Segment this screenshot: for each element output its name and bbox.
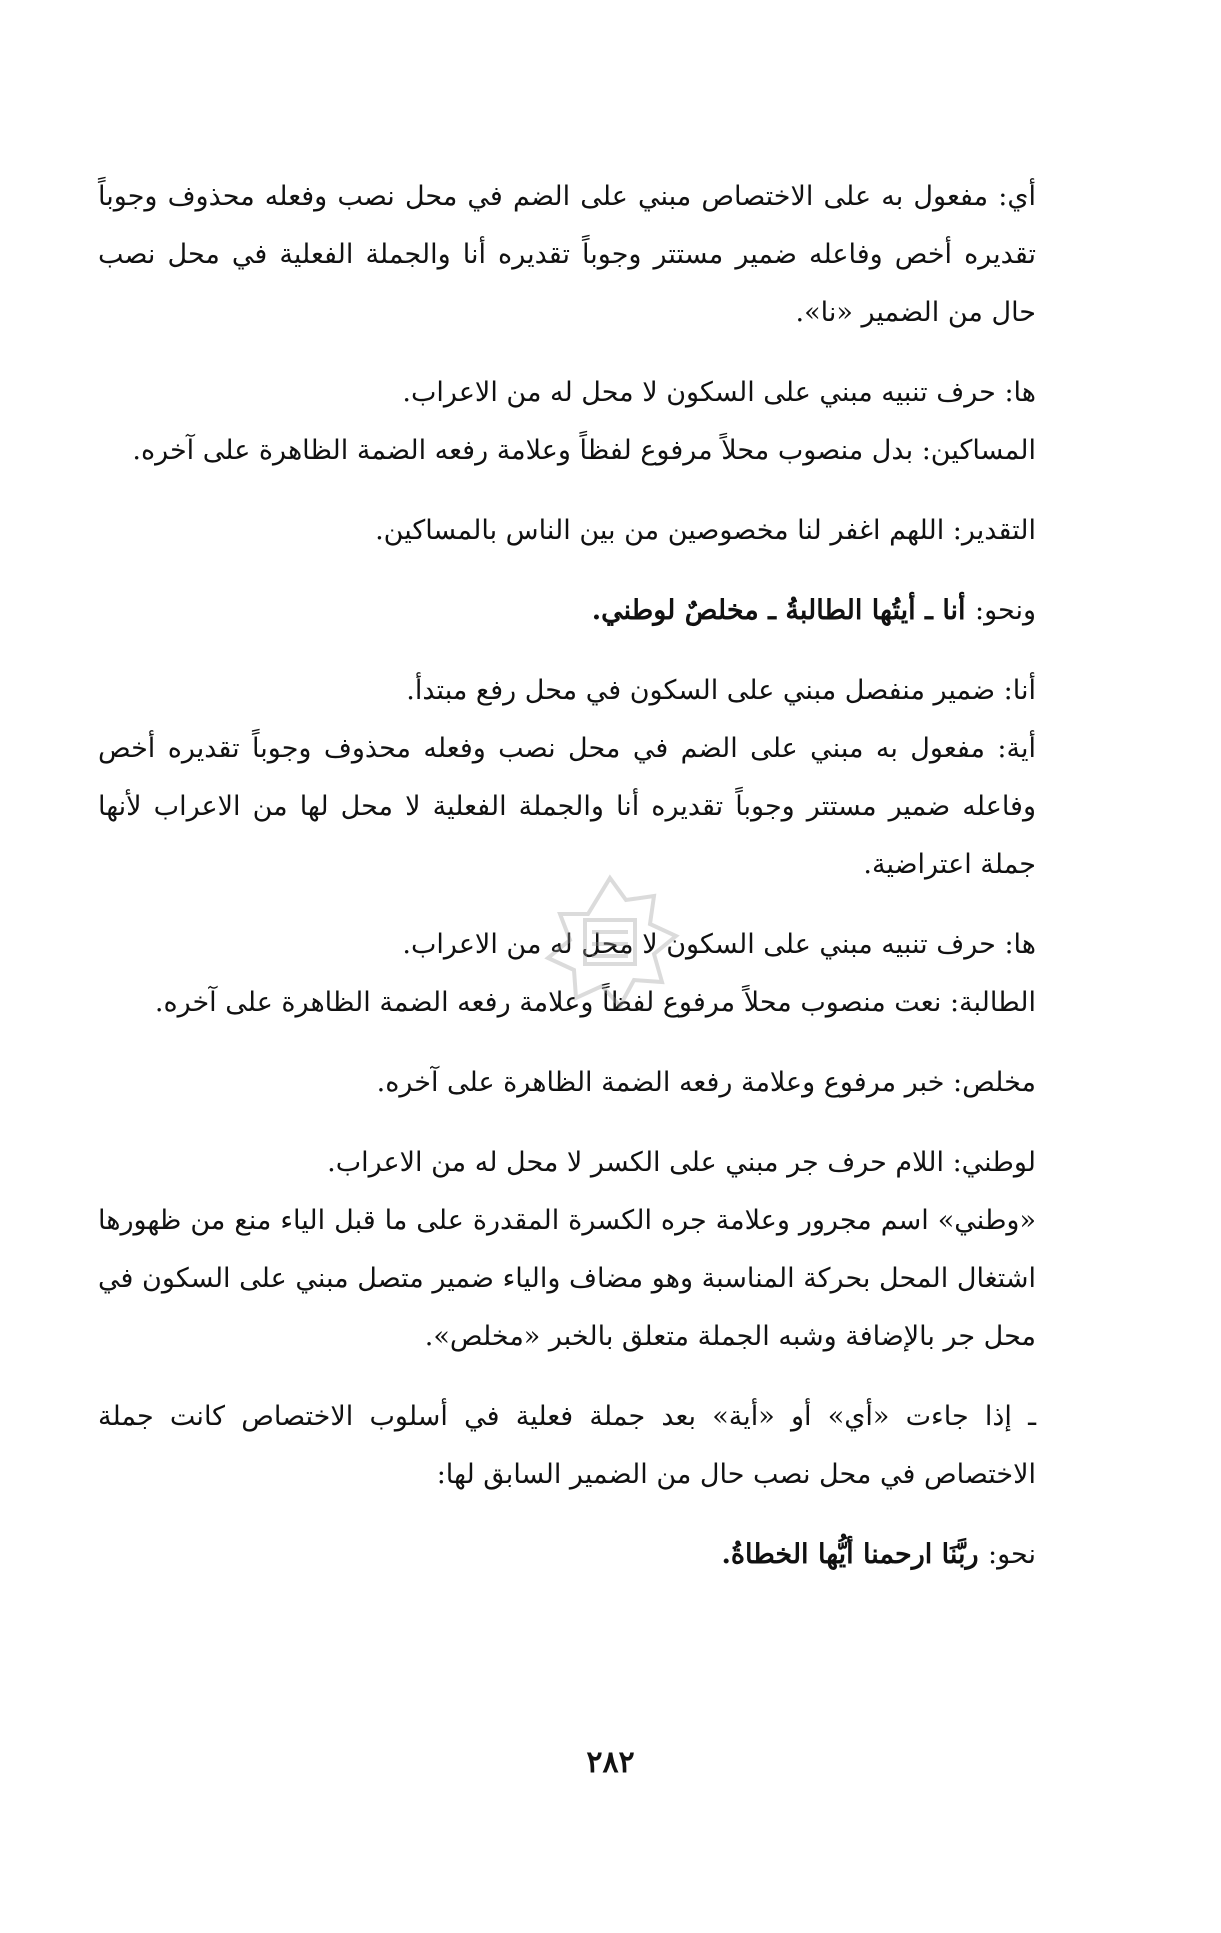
paragraph-lead: مخلص:	[952, 1067, 1036, 1098]
paragraph-lead: ها:	[1004, 377, 1036, 408]
paragraph-text: حرف تنبيه مبني على السكون لا محل له من الاعراب.	[402, 377, 1005, 408]
paragraph-text: نعت منصوب محلاً مرفوع لفظاً وعلامة رفعه الضمة الظاهرة على آخره.	[154, 987, 950, 1018]
paragraph-ay	[98, 168, 1036, 342]
paragraph-text: خبر مرفوع وعلامة رفعه الضمة الظاهرة على آخره.	[376, 1067, 953, 1098]
paragraph-taqdir	[98, 502, 1036, 560]
page-number: ٢٨٢	[586, 1745, 635, 1780]
paragraph-text: ـ إذا جاءت «أي» أو «أية» بعد جملة فعلية في أسلوب الاختصاص كانت جملة الاختصاص في محل نصب حال من الضمير السابق لها:	[98, 1401, 1036, 1490]
paragraph-text: مفعول به مبني على الضم في محل نصب وفعله محذوف وجوباً تقديره أخص وفاعله ضمير مستتر وجوباً تقديره أنا والجملة الفعلية لا محل لها من الاعراب لأنها جملة اعتراضية.	[98, 733, 1036, 880]
paragraph-text: اللهم اغفر لنا مخصوصين من بين الناس بالمساكين.	[375, 515, 953, 546]
paragraph-lead: نحو:	[988, 1539, 1036, 1570]
example-sentence-1	[98, 582, 1036, 640]
paragraph-mukhlis	[98, 1054, 1036, 1112]
paragraph-text: ربَّنَا ارحمنا أيُّها الخطاةُ.	[721, 1539, 988, 1570]
paragraph-lead: ها:	[1004, 929, 1036, 960]
paragraph-lead: أية:	[997, 733, 1036, 764]
paragraph-ana	[98, 662, 1036, 720]
paragraph-lead: أي:	[998, 181, 1036, 212]
paragraph-rule	[98, 1388, 1036, 1504]
paragraph-text: ضمير منفصل مبني على السكون في محل رفع مبتدأ.	[406, 675, 1004, 706]
paragraph-text: بدل منصوب محلاً مرفوع لفظاً وعلامة رفعه الضمة الظاهرة على آخره.	[132, 435, 922, 466]
paragraph-watani	[98, 1192, 1036, 1366]
paragraph-lead: التقدير:	[952, 515, 1036, 546]
paragraph-lead: المساكين:	[921, 435, 1036, 466]
paragraph-text: حرف تنبيه مبني على السكون لا محل له من الاعراب.	[402, 929, 1005, 960]
paragraph-text: مفعول به على الاختصاص مبني على الضم في محل نصب وفعله محذوف وجوباً تقديره أخص وفاعله ضمير مستتر وجوباً تقديره أنا والجملة الفعلية في محل نصب حال من الضمير «نا».	[98, 181, 1036, 328]
paragraph-text: أنا ـ أيتُها الطالبةُ ـ مخلصٌ لوطني.	[591, 595, 975, 626]
paragraph-liwatani	[98, 1134, 1036, 1192]
paragraph-text: «وطني» اسم مجرور وعلامة جره الكسرة المقدرة على ما قبل الياء منع من ظهورها اشتغال المحل بحركة المناسبة وهو مضاف والياء ضمير متصل مبني على السكون في محل جر بالإضافة وشبه الجملة متعلق بالخبر «مخلص».	[98, 1205, 1036, 1352]
paragraph-lead: ونحو:	[974, 595, 1036, 626]
paragraph-lead: أنا:	[1003, 675, 1036, 706]
example-sentence-2	[98, 1526, 1036, 1584]
paragraph-lead: الطالبة:	[949, 987, 1036, 1018]
paragraph-lead: لوطني:	[952, 1147, 1036, 1178]
watermark-emblem-icon	[530, 870, 690, 1020]
paragraph-text: اللام حرف جر مبني على الكسر لا محل له من الاعراب.	[327, 1147, 953, 1178]
paragraph-ayya	[98, 720, 1036, 894]
paragraph-ha-1	[98, 364, 1036, 422]
paragraph-masakin	[98, 422, 1036, 480]
